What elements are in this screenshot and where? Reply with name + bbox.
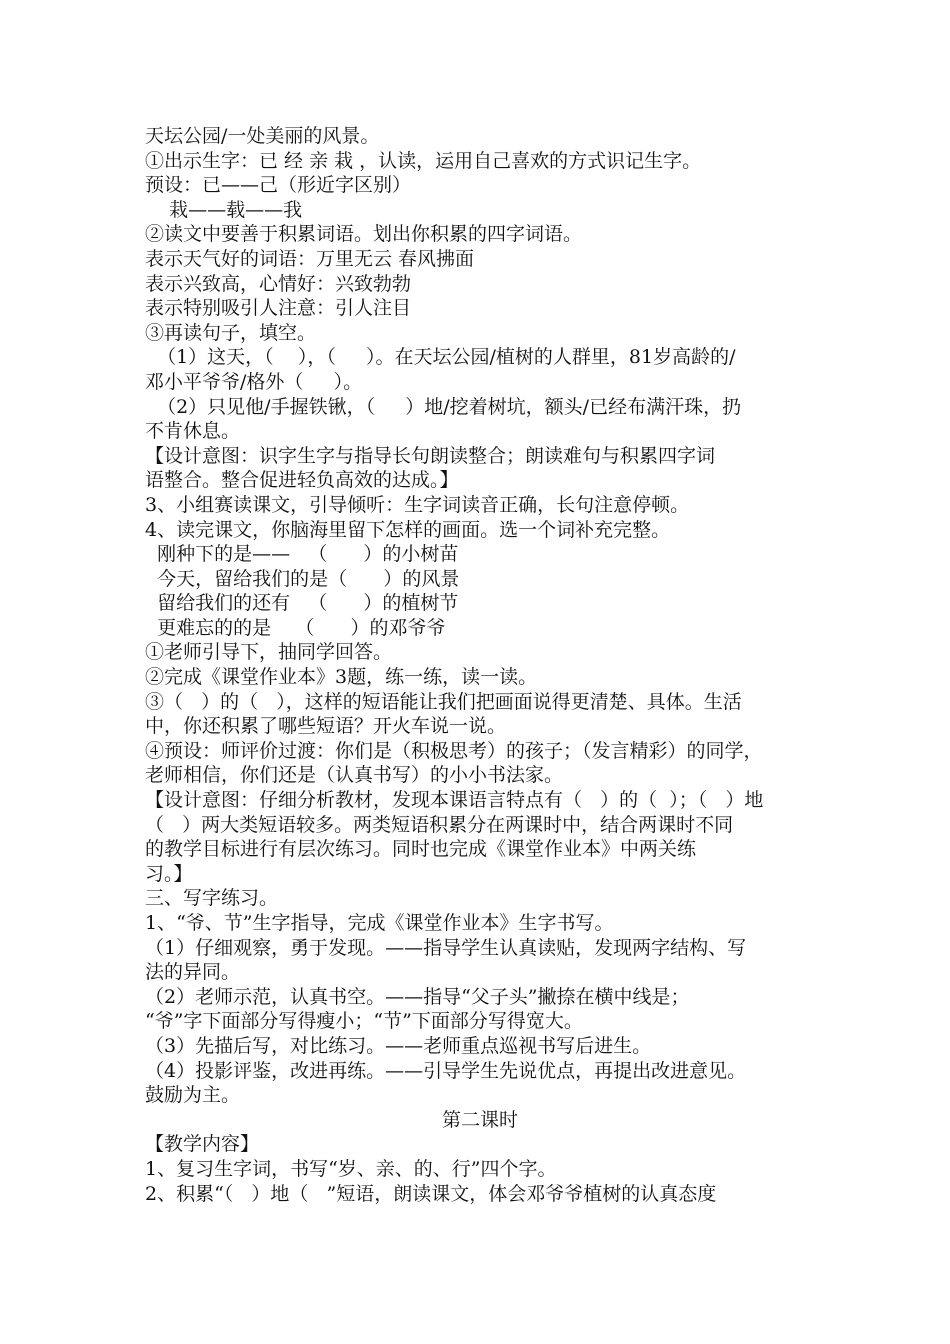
body-line: 习。】: [145, 862, 193, 885]
body-line: （1）仔细观察，勇于发现。——指导学生认真读贴，发现两字结构、写: [145, 936, 747, 959]
body-line: 语整合。整合促进轻负高效的达成。】: [145, 469, 459, 492]
body-line: 不肯休息。: [145, 420, 241, 443]
body-line: 栽——载——我: [145, 198, 303, 221]
body-line: 【设计意图：仔细分析教材，发现本课语言特点有（ ）的（ ）；（ ）地: [145, 789, 764, 812]
body-line: “爷”字下面部分写得瘦小；“节”下面部分写得宽大。: [145, 1010, 583, 1033]
body-line: 的教学目标进行有层次练习。同时也完成《课堂作业本》中两关练: [145, 838, 697, 861]
body-line: 表示特别吸引人注意：引人注目: [145, 297, 412, 320]
lesson-heading: 第二课时: [441, 1108, 518, 1131]
body-line: 表示天气好的词语：万里无云 春风拂面: [145, 247, 475, 270]
body-line: ①出示生字：已 经 亲 栽 ，认读，运用自己喜欢的方式识记生字。: [145, 149, 702, 172]
body-line: ④预设：师评价过渡：你们是（积极思考）的孩子；（发言精彩）的同学，: [145, 739, 763, 762]
body-line: （ ）两大类短语较多。两类短语积累分在两课时中，结合两课时不同: [145, 813, 734, 836]
body-line: 邓小平爷爷/格外（ ）。: [145, 370, 363, 393]
body-line: 1、“爷、节”生字指导，完成《课堂作业本》生字书写。: [145, 912, 614, 934]
body-line: 【设计意图：识字生字与指导长句朗读整合；朗读难句与积累四字词: [145, 444, 716, 467]
body-line: ③再读句子，填空。: [145, 321, 317, 344]
body-line: 表示兴致高，心情好：兴致勃勃: [145, 272, 412, 295]
body-line: 鼓励为主。: [145, 1084, 241, 1107]
body-line: （1）这天，（ ），（ ）。在天坛公园/植树的人群里，81岁高龄的/: [145, 346, 736, 369]
document-body: [145, 124, 815, 1206]
body-line: 天坛公园/一处美丽的风景。: [145, 125, 380, 147]
body-line: （4）投影评鉴，改进再练。——引导学生先说优点，再提出改进意见。: [145, 1059, 747, 1082]
body-line: ①老师引导下，抽同学回答。: [145, 641, 393, 664]
body-line: 4、读完课文，你脑海里留下怎样的画面。选一个词补充完整。: [145, 518, 671, 541]
body-line: ②完成《课堂作业本》3题，练一练，读一读。: [145, 666, 538, 689]
body-line: 1、复习生字词，书写“岁、亲、的、行”四个字。: [145, 1157, 557, 1180]
body-line: 更难忘的的是 （ ）的邓爷爷: [145, 616, 446, 639]
body-line: 今天，留给我们的是（ ）的风景: [145, 567, 460, 590]
body-line: 刚种下的是—— （ ）的小树苗: [145, 543, 459, 566]
body-line: 法的异同。: [145, 961, 241, 984]
body-line: ②读文中要善于积累词语。划出你积累的四字词语。: [145, 223, 583, 246]
body-line: （3）先描后写，对比练习。——老师重点巡视书写后进生。: [145, 1034, 652, 1057]
body-line: ③（ ）的（ ），这样的短语能让我们把画面说得更清楚、具体。生活: [145, 690, 742, 713]
body-line: 留给我们的还有 （ ）的植树节: [145, 592, 459, 615]
body-line: 中，你还积累了哪些短语？开火车说一说。: [145, 715, 507, 738]
body-line: （2）老师示范，认真书空。——指导“父子头”撇捺在横中线是；: [145, 985, 690, 1008]
body-line: 预设：已——己（形近字区别）: [145, 174, 412, 197]
body-line: （2）只见他/手握铁锹，（ ）地/挖着树坑，额头/已经布满汗珠，扔: [145, 395, 742, 418]
section-heading: 【教学内容】: [145, 1133, 260, 1156]
body-line: 2、积累“（ ）地（ ”短语，朗读课文，体会邓爷爷植树的认真态度: [145, 1182, 717, 1205]
section-heading: 三、写字练习。: [145, 887, 279, 910]
body-line: 老师相信，你们还是（认真书写）的小小书法家。: [145, 764, 564, 787]
body-line: 3、小组赛读课文，引导倾听：生字词读音正确，长句注意停顿。: [145, 493, 690, 516]
